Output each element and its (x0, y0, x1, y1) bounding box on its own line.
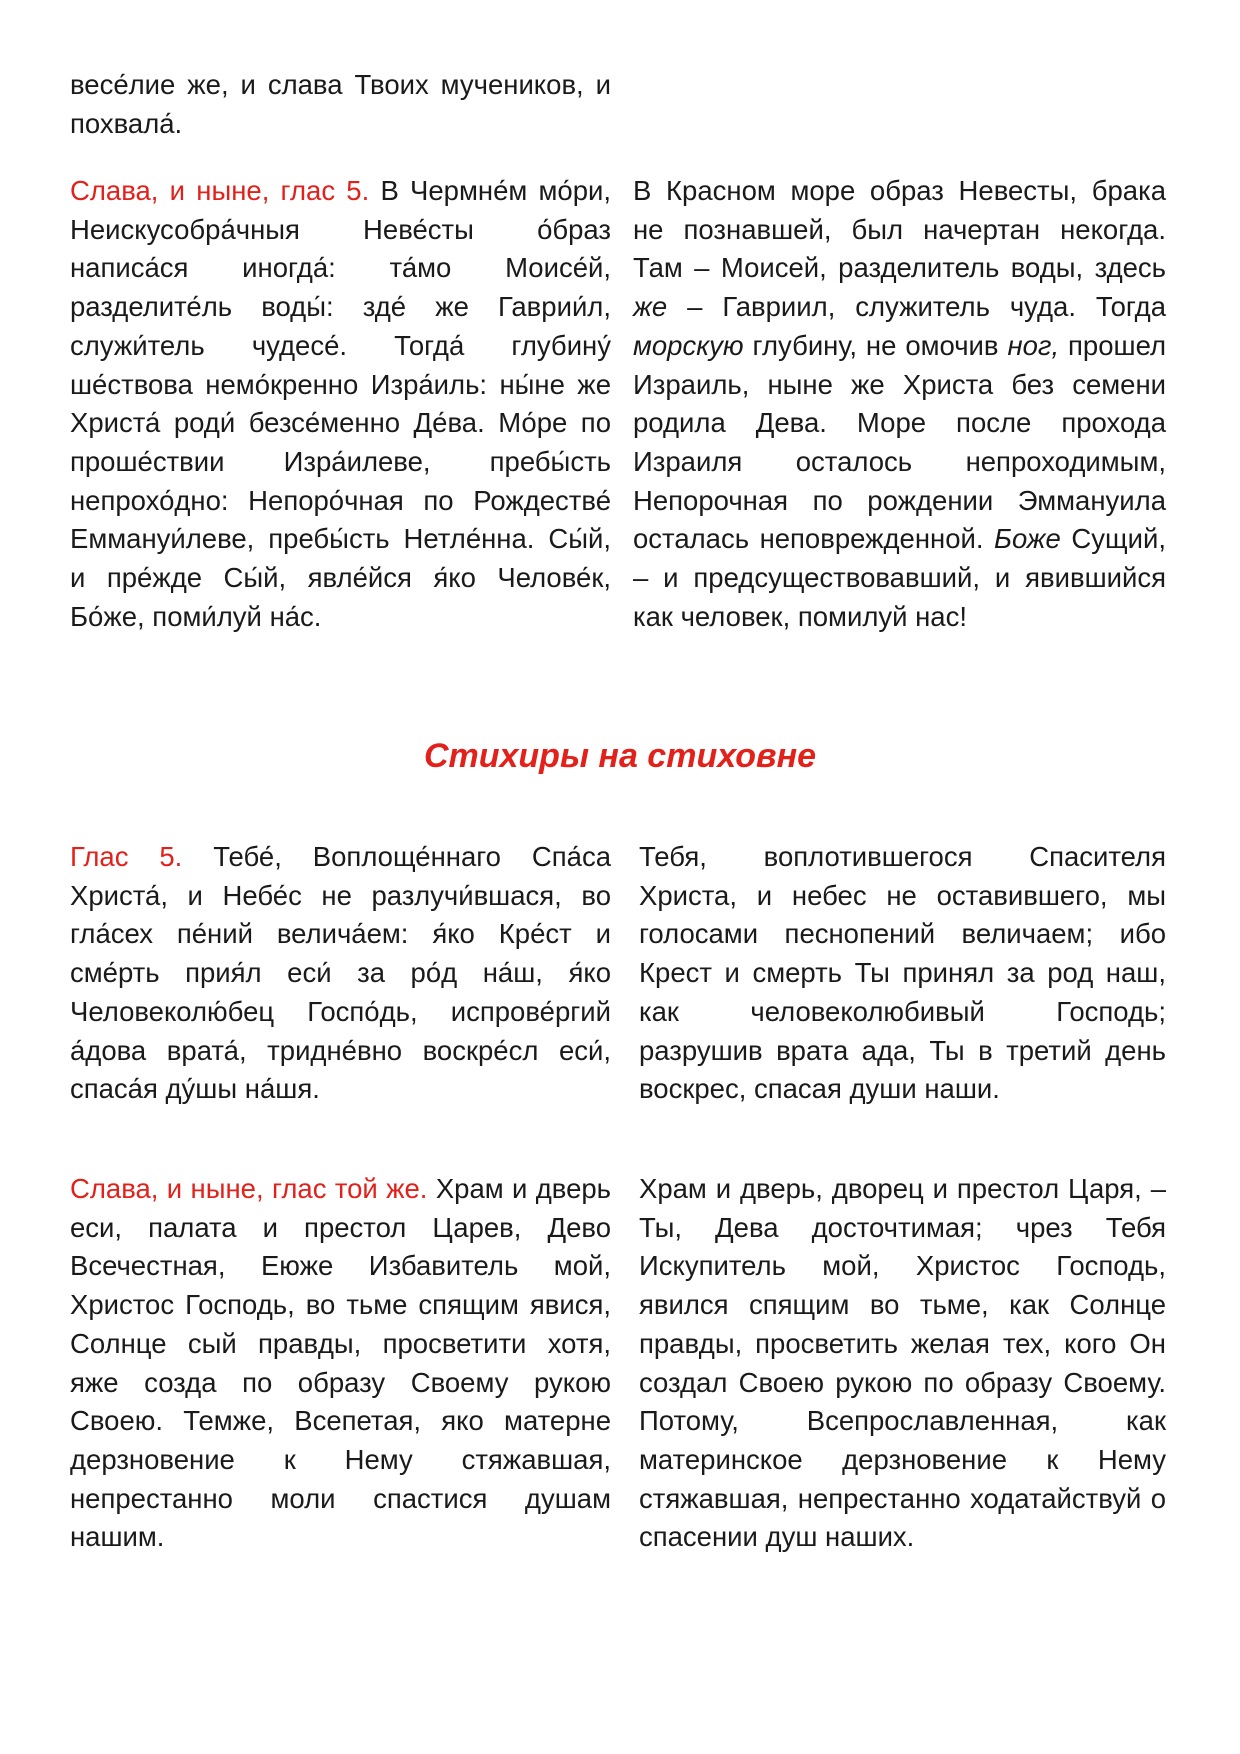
section3-slavonic-body: Храм и дверь еси, палата и престол Царев, Дево Всечестная, Еюже Избавитель мой, Христос Господь, во тьме спящим явися, Солнце сый правды, просветити хотя, яже созда по образу Своему рукою Своею. Темже, Всепетая, яко матерне дерзновение к Нему стяжавшая, непрестанно моли спастися душам нашим. (70, 1173, 611, 1553)
section1-rubric: Слава, и ныне, глас 5. (70, 175, 370, 206)
section2-rubric: Глас 5. (70, 841, 183, 872)
section1-russian-italic: ног, (1007, 329, 1060, 361)
section-heading: Стихиры на стиховне (423, 737, 817, 775)
section3-slavonic-paragraph (70, 1170, 611, 1557)
section1-russian-part: – Гавриил, служитель чуда. Тогда (667, 291, 1166, 323)
section1-russian-part: Сущий, – и предсуществовавший, и явившийся как человек, помилуй нас! (633, 523, 1166, 632)
section1-russian-part: В Красном море образ Невесты, брака не познавшей, был начертан некогда. Там – Моисей, разделитель воды, здесь (633, 175, 1166, 284)
section2-russian-paragraph: Тебя, воплотившегося Спасителя Христа, и небес не оставившего, мы голосами песнопений величаем; ибо Крест и смерть Ты принял за род наш, как человеколюбивый Господь; разрушив врата ада, Ты в третий день воскрес, спасая души наши. (639, 841, 1166, 1105)
section3-russian (639, 1170, 1166, 1557)
section3-slavonic (70, 1170, 611, 1557)
section1-slavonic-paragraph (70, 172, 611, 636)
section1-russian-italic: Боже (994, 523, 1061, 555)
section2-slavonic (70, 838, 611, 1109)
section1-russian-italic: морскую (633, 329, 744, 361)
section1-russian-part: прошел Израиль, ныне же Христа без семени родила Дева. Море после прохода Израиля осталось непроходимым, Непорочная по рождении Эммануила осталась неповрежденной. (633, 329, 1167, 555)
section1-slavonic (70, 172, 611, 636)
section2-slavonic-paragraph (70, 838, 611, 1109)
continuation-text: весе́лие же, и слава Твоих мучеников, и похвала́. (70, 69, 611, 139)
section2-slavonic-body: Тебе́, Воплоще́ннаго Спа́са Христа́, и Небе́с не разлучи́вшася, во гла́сех пе́ний велича́ем: я́ко Кре́ст и сме́рть прия́л еси́ за ро́д на́ш, я́ко Человеколю́бец Госпо́дь, испрове́ргий а́дова врата́, тридне́вно воскре́сл еси́, спаса́я ду́шы на́шя. (70, 841, 611, 1105)
section1-russian-italic: же (633, 291, 668, 323)
section1-russian-paragraph (633, 172, 1166, 636)
section1-russian (633, 172, 1166, 636)
section2-russian (639, 838, 1166, 1109)
section3-russian-paragraph: Храм и дверь, дворец и престол Царя, – Ты, Дева досточтимая; чрез Тебя Искупитель мой, Христос Господь, явился спящим во тьме, как Солнце правды, просветить желая тех, кого Он создал Своею рукою по образу Своему. Потому, Всепрославленная, как материнское дерзновение к Нему стяжавшая, непрестанно ходатайствуй о спасении душ наших. (639, 1173, 1166, 1553)
section1-russian-part: глубину, не омочив (743, 329, 1008, 361)
section1-slavonic-body: В Чермне́м мо́ри, Неискусобра́чныя Неве́сты о́браз написа́ся иногда́: та́мо Моисе́й, разделите́ль воды́: зде́ же Гаврии́л, служи́тель чудесе́. Тогда́ глубину́ ше́ствова немо́кренно Изра́иль: ны́не же Христа́ роди́ безсе́менно Де́ва. Мо́ре по проше́ствии Изра́илеве, пребы́сть непрохо́дно: Непоро́чная по Рождестве́ Еммануи́леве, пребы́сть Нетле́нна. Сы́й, и пре́жде Сы́й, явле́йся я́ко Челове́к, Бо́же, поми́луй на́с. (70, 175, 611, 632)
section3-rubric: Слава, и ныне, глас той же. (70, 1173, 428, 1204)
continuation-paragraph (70, 66, 611, 143)
